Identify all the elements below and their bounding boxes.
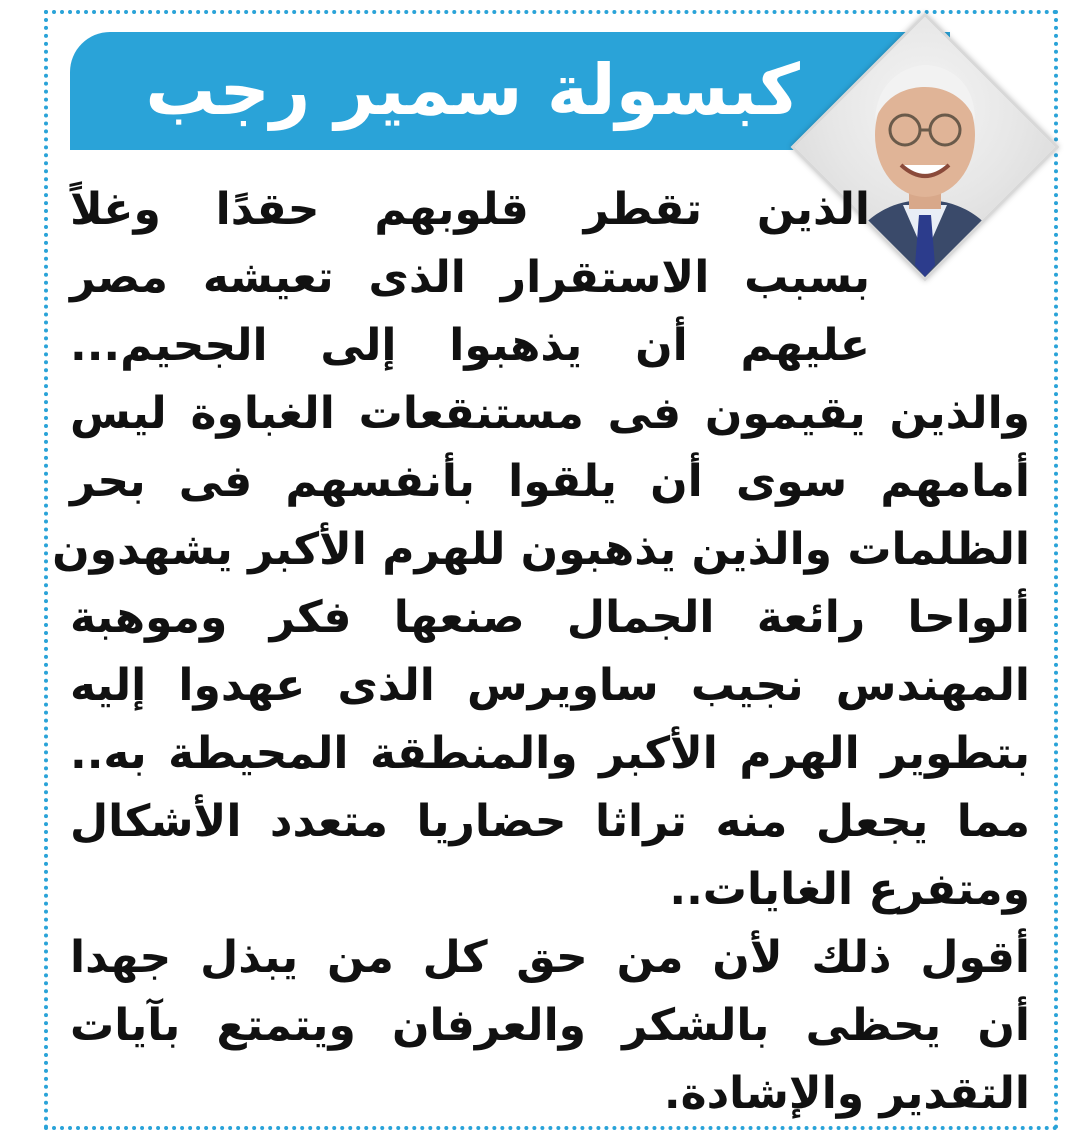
article-line-2: بسبب الاستقرار الذى تعيشه مصر	[70, 252, 870, 303]
article-line-5: أمامهم سوى أن يلقوا بأنفسهم فى بحر	[70, 456, 1030, 507]
article-body	[52, 176, 1030, 1128]
article-line-8: المهندس نجيب ساويرس الذى عهدوا إليه	[70, 660, 1030, 711]
article-line-9: بتطوير الهرم الأكبر والمنطقة المحيطة به..	[70, 728, 1030, 779]
article-line-7: ألواحا رائعة الجمال صنعها فكر وموهبة	[70, 592, 1030, 643]
article-line-12: أقول ذلك لأن من حق كل من يبذل جهدا	[70, 932, 1030, 983]
column-title: كبسولة سمير رجب	[145, 49, 800, 131]
article-line-3: عليهم أن يذهبوا إلى الجحيم...	[70, 320, 870, 371]
article-line-10: مما يجعل منه تراثا حضاريا متعدد الأشكال	[70, 796, 1030, 847]
article-line-13: أن يحظى بالشكر والعرفان ويتمتع بآيات	[70, 1000, 1030, 1051]
article-line-6: الظلمات والذين يذهبون للهرم الأكبر يشهدون	[52, 524, 1030, 575]
article-line-1: الذين تقطر قلوبهم حقدًا وغلاً	[70, 184, 870, 235]
article-line-4: والذين يقيمون فى مستنقعات الغباوة ليس	[70, 388, 1030, 439]
article-line-11: ومتفرع الغايات..	[669, 864, 1030, 915]
article-line-14: التقدير والإشادة.	[663, 1068, 1030, 1119]
